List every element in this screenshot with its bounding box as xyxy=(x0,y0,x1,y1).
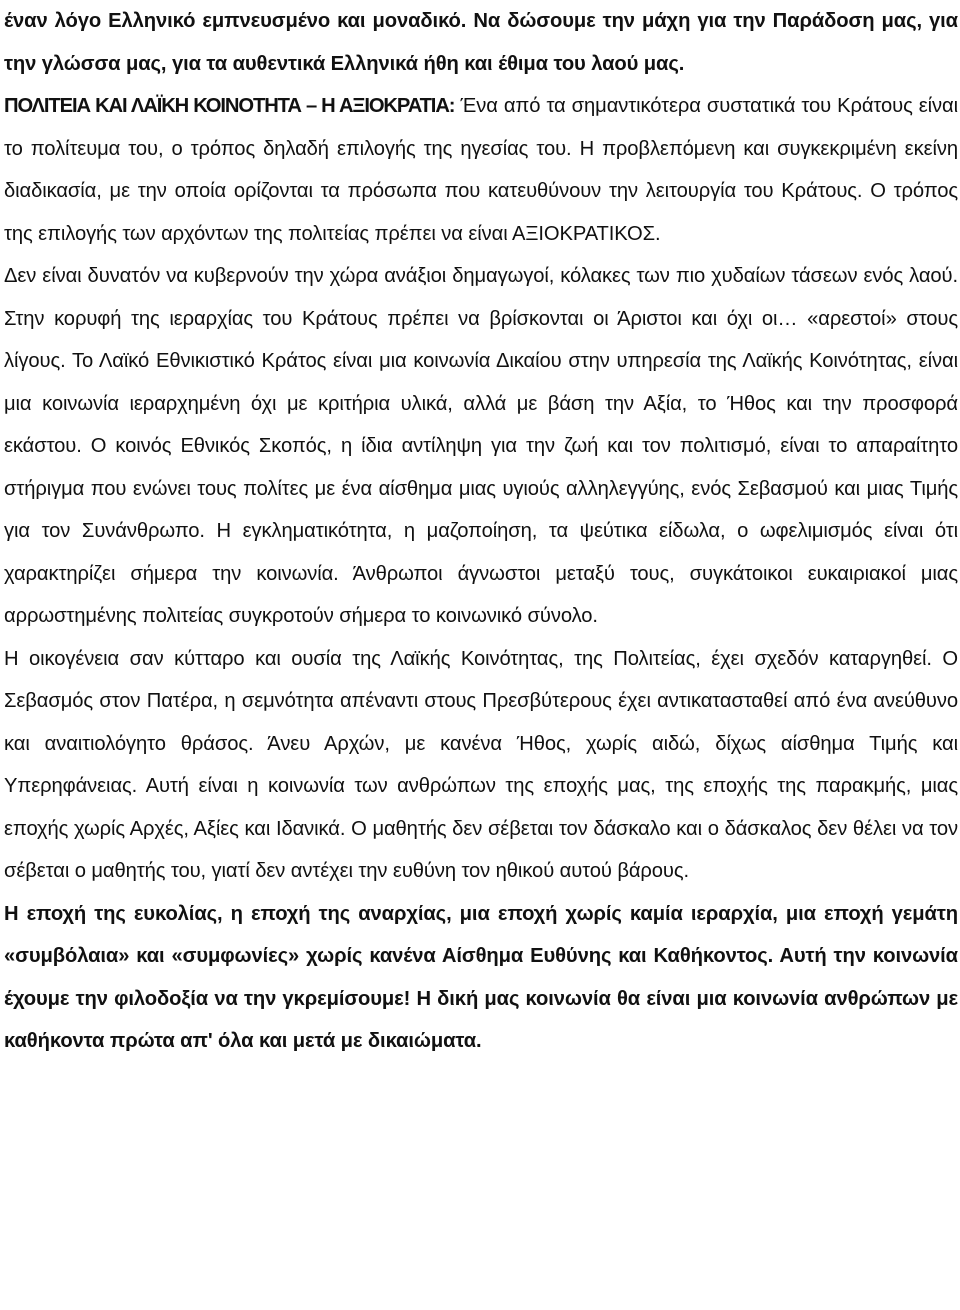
document-page xyxy=(4,0,958,1063)
closing-paragraph: Η εποχή της ευκολίας, η εποχή της αναρχίας, μια εποχή χωρίς καμία ιεραρχία, μια εποχή γεμάτη «συμβόλαια» και «συμφωνίες» χωρίς κανένα Αίσθημα Ευθύνης και Καθήκοντος. Αυτή την κοινωνία έχουμε την φιλοδοξία να την γκρεμίσουμε! Η δική μας κοινωνία θα είναι μια κοινωνία ανθρώπων με καθήκοντα πρώτα απ' όλα και μετά με δικαιώματα. xyxy=(4,902,958,1052)
politeia-heading: ΠΟΛΙΤΕΙΑ ΚΑΙ ΛΑΪΚΗ ΚΟΙΝΟΤΗΤΑ – Η ΑΞΙΟΚΡΑΤΙΑ: xyxy=(4,95,455,117)
politeia-body: Ένα από τα σημαντικότερα συστατικά του Κράτους είναι το πολίτευμα του, ο τρόπος δηλαδή επιλογής της ηγεσίας του. Η προβλεπόμενη και συγκεκριμένη εκείνη διαδικασία, με την οποία ορίζονται τα πρόσωπα που κατευθύνουν την λειτουργία του Κράτους. Ο τρόπος της επιλογής των αρχόντων της πολιτείας πρέπει να είναι ΑΞΙΟΚΡΑΤΙΚΟΣ. xyxy=(4,95,958,245)
paragraph-2: Δεν είναι δυνατόν να κυβερνούν την χώρα ανάξιοι δημαγωγοί, κόλακες των πιο χυδαίων τάσεων ενός λαού. Στην κορυφή της ιεραρχίας του Κράτους πρέπει να βρίσκονται οι Άριστοι και όχι οι… «αρεστοί» στους λίγους. Το Λαϊκό Εθνικιστικό Κράτος είναι μια κοινωνία Δικαίου στην υπηρεσία της Λαϊκής Κοινότητας, είναι μια κοινωνία ιεραρχημένη όχι με κριτήρια υλικά, αλλά με βάση την Αξία, το Ήθος και την προσφορά εκάστου. Ο κοινός Εθνικός Σκοπός, η ίδια αντίληψη για την ζωή και τον πολιτισμό, είναι το απαραίτητο στήριγμα που ενώνει τους πολίτες με ένα αίσθημα μιας υγιούς αλληλεγγύης, ενός Σεβασμού και μιας Τιμής για τον Συνάνθρωπο. Η εγκληματικότητα, η μαζοποίηση, τα ψεύτικα είδωλα, ο ωφελιμισμός είναι ότι χαρακτηρίζει σήμερα την κοινωνία. Άνθρωποι άγνωστοι μεταξύ τους, συγκάτοικοι ευκαιριακοί μιας αρρωστημένης πολιτείας συγκροτούν σήμερα το κοινωνικό σύνολο. xyxy=(4,265,958,627)
paragraph-3: Η οικογένεια σαν κύτταρο και ουσία της Λαϊκής Κοινότητας, της Πολιτείας, έχει σχεδόν καταργηθεί. Ο Σεβασμός στον Πατέρα, η σεμνότητα απέναντι στους Πρεσβύτερους έχει αντικατασταθεί από ένα ανεύθυνο και αναιτιολόγητο θράσος. Άνευ Αρχών, με κανένα Ήθος, χωρίς αιδώ, δίχως αίσθημα Τιμής και Υπερηφάνειας. Αυτή είναι η κοινωνία των ανθρώπων της εποχής μας, της εποχής της παρακμής, μιας εποχής χωρίς Αρχές, Αξίες και Ιδανικά. Ο μαθητής δεν σέβεται τον δάσκαλο και ο δάσκαλος δεν θέλει να τον σέβεται ο μαθητής του, γιατί δεν αντέχει την ευθύνη τον ηθικού αυτού βάρους. xyxy=(4,647,958,882)
top-paragraph: έναν λόγο Ελληνικό εμπνευσμένο και μοναδικό. Να δώσουμε την μάχη για την Παράδοση μας, για την γλώσσα μας, για τα αυθεντικά Ελληνικά ήθη και έθιμα του λαού μας. xyxy=(4,10,958,75)
politeia-paragraph xyxy=(4,85,958,255)
